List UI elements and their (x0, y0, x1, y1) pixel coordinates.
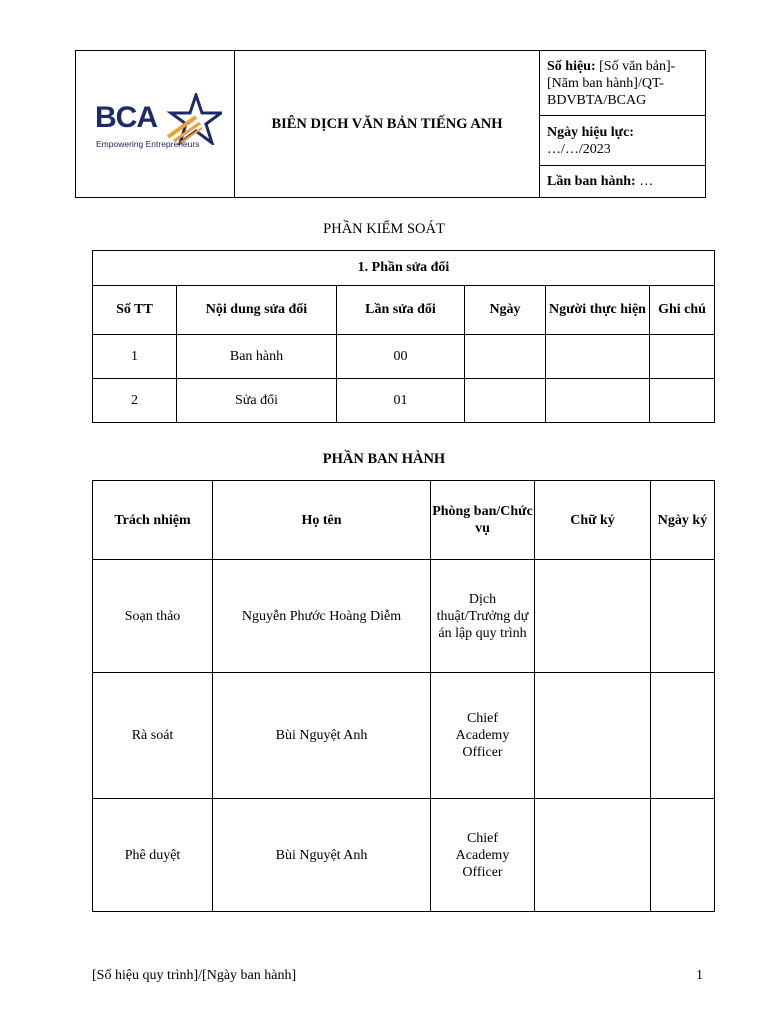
table-cell: 01 (337, 379, 465, 423)
approval-table (92, 480, 715, 912)
effective-date-label: Ngày hiệu lực: (547, 124, 634, 140)
table-cell: Bùi Nguyệt Anh (213, 673, 431, 799)
issue-value: … (635, 174, 654, 189)
table-cell: Chief Academy Officer (431, 799, 535, 912)
document-header (75, 50, 706, 198)
issue-label: Lần ban hành: (547, 174, 636, 189)
column-header: Nội dung sửa đổi (177, 286, 337, 335)
doc-number-label: Số hiệu: (547, 58, 596, 74)
doc-number-value: [Số văn bản]-[Năm ban hành]/QT-BDVBTA/BCAG (547, 58, 676, 108)
table-cell: 00 (337, 335, 465, 379)
column-header: Ngày ký (651, 481, 715, 560)
page-number: 1 (696, 968, 703, 983)
date-cell (651, 799, 715, 912)
footer-reference: [Số hiệu quy trình]/[Ngày ban hành] (92, 968, 297, 983)
revision-table (92, 250, 715, 423)
column-header: Ngày (465, 286, 546, 335)
issue-section-title: PHẦN BAN HÀNH (322, 451, 446, 467)
table-cell: 2 (93, 379, 177, 423)
table-cell (546, 335, 650, 379)
table-cell (650, 335, 715, 379)
table-row (93, 673, 715, 799)
company-logo (94, 95, 220, 153)
table-cell (546, 379, 650, 423)
column-header: Phòng ban/Chức vụ (431, 481, 535, 560)
table-row (93, 560, 715, 673)
table-cell: Bùi Nguyệt Anh (213, 799, 431, 912)
column-header: Chữ ký (535, 481, 651, 560)
table-cell: Phê duyệt (93, 799, 213, 912)
table-row (93, 799, 715, 912)
table-cell: Rà soát (93, 673, 213, 799)
doc-number-cell (540, 51, 706, 116)
document-title: BIÊN DỊCH VĂN BẢN TIẾNG ANH (235, 51, 540, 198)
column-header: Người thực hiện (546, 286, 650, 335)
table-cell (650, 379, 715, 423)
table-cell: Soạn thảo (93, 560, 213, 673)
issue-cell (540, 166, 706, 198)
logo-cell (76, 51, 235, 198)
date-cell (651, 673, 715, 799)
column-header: Số TT (93, 286, 177, 335)
table-cell: Ban hành (177, 335, 337, 379)
signature-cell (535, 560, 651, 673)
table-cell (465, 379, 546, 423)
effective-date-cell (540, 116, 706, 166)
table-cell: Sửa đổi (177, 379, 337, 423)
control-section-title: PHẦN KIỂM SOÁT (323, 221, 445, 237)
table-row (93, 379, 715, 423)
logo-wordmark: BCA (95, 101, 157, 134)
logo-tagline: Empowering Entrepreneurs (96, 139, 200, 149)
table-cell: Dịch thuật/Trưởng dự án lập quy trình (431, 560, 535, 673)
table-cell: Chief Academy Officer (431, 673, 535, 799)
star-icon (166, 93, 222, 145)
table-cell (465, 335, 546, 379)
effective-date-value: …/…/2023 (547, 141, 611, 157)
column-header: Lần sửa đổi (337, 286, 465, 335)
column-header: Ghi chú (650, 286, 715, 335)
signature-cell (535, 799, 651, 912)
signature-cell (535, 673, 651, 799)
column-header: Trách nhiệm (93, 481, 213, 560)
column-header: Họ tên (213, 481, 431, 560)
table-cell: Nguyễn Phước Hoàng Diễm (213, 560, 431, 673)
date-cell (651, 560, 715, 673)
revision-table-title: 1. Phần sửa đổi (93, 251, 715, 286)
table-cell: 1 (93, 335, 177, 379)
table-row (93, 335, 715, 379)
